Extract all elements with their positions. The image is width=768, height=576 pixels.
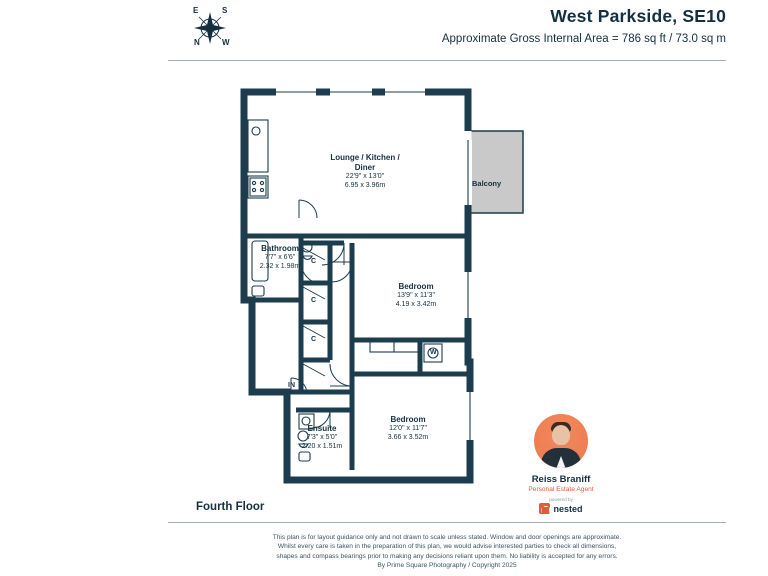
disclaimer-line-4: By Prime Square Photography / Copyright 2025 (377, 562, 517, 570)
label-cupboard-2: C (311, 297, 317, 304)
room-label-bedroom-2: Bedroom 12'0" x 11'7" 3.66 x 3.52m (387, 415, 429, 442)
room-label-lounge: Lounge / Kitchen / Diner 22'9" x 13'0" 6.95 x 3.96m (330, 153, 400, 190)
compass-label-north: N (194, 38, 200, 47)
disclaimer (168, 533, 726, 570)
compass-label-west: W (222, 38, 230, 47)
room-label-bedroom-1: Bedroom 13'9" x 11'3" 4.19 x 3.42m (395, 282, 437, 309)
label-balcony: Balcony (472, 179, 502, 188)
divider-bottom (168, 522, 726, 523)
area-summary: Approximate Gross Internal Area = 786 sq ft / 73.0 sq m (441, 33, 726, 45)
avatar (534, 414, 588, 468)
agent-name: Reiss Braniff (531, 474, 591, 485)
page-title: West Parkside, SE10 (550, 6, 726, 26)
label-cupboard-3: C (311, 336, 317, 343)
label-washer: W (430, 349, 437, 356)
compass-label-south: S (222, 6, 228, 15)
agent-brand-line: powered by (549, 497, 573, 502)
room-label-ensuite: Ensuite 7'3" x 5'0" 2.20 x 1.51m (301, 424, 343, 451)
room-label-bathroom: Bathroom 7'7" x 6'6" 2.32 x 1.98m (259, 244, 301, 271)
agent-card[interactable] (511, 414, 611, 514)
brand-name: nested (553, 503, 583, 514)
disclaimer-line-1: This plan is for layout guidance only and not drawn to scale unless stated. Window and door openings are approximate. (272, 534, 622, 541)
house-icon (539, 503, 550, 514)
label-entrance: IN (288, 382, 295, 389)
disclaimer-line-3: shapes and compass bearings prior to making any decisions reliant upon them. No liability is accepted for any errors. (276, 552, 618, 560)
label-cupboard-1: C (311, 258, 317, 265)
compass-label-east: E (193, 6, 199, 15)
disclaimer-line-2: Whilst every care is taken in the preparation of this plan, we would advise interested parties to check all dimensions, (277, 543, 617, 551)
agent-role: Personal Estate Agent (528, 486, 594, 493)
floor-label: Fourth Floor (196, 501, 265, 513)
brand-lockup (511, 503, 611, 514)
